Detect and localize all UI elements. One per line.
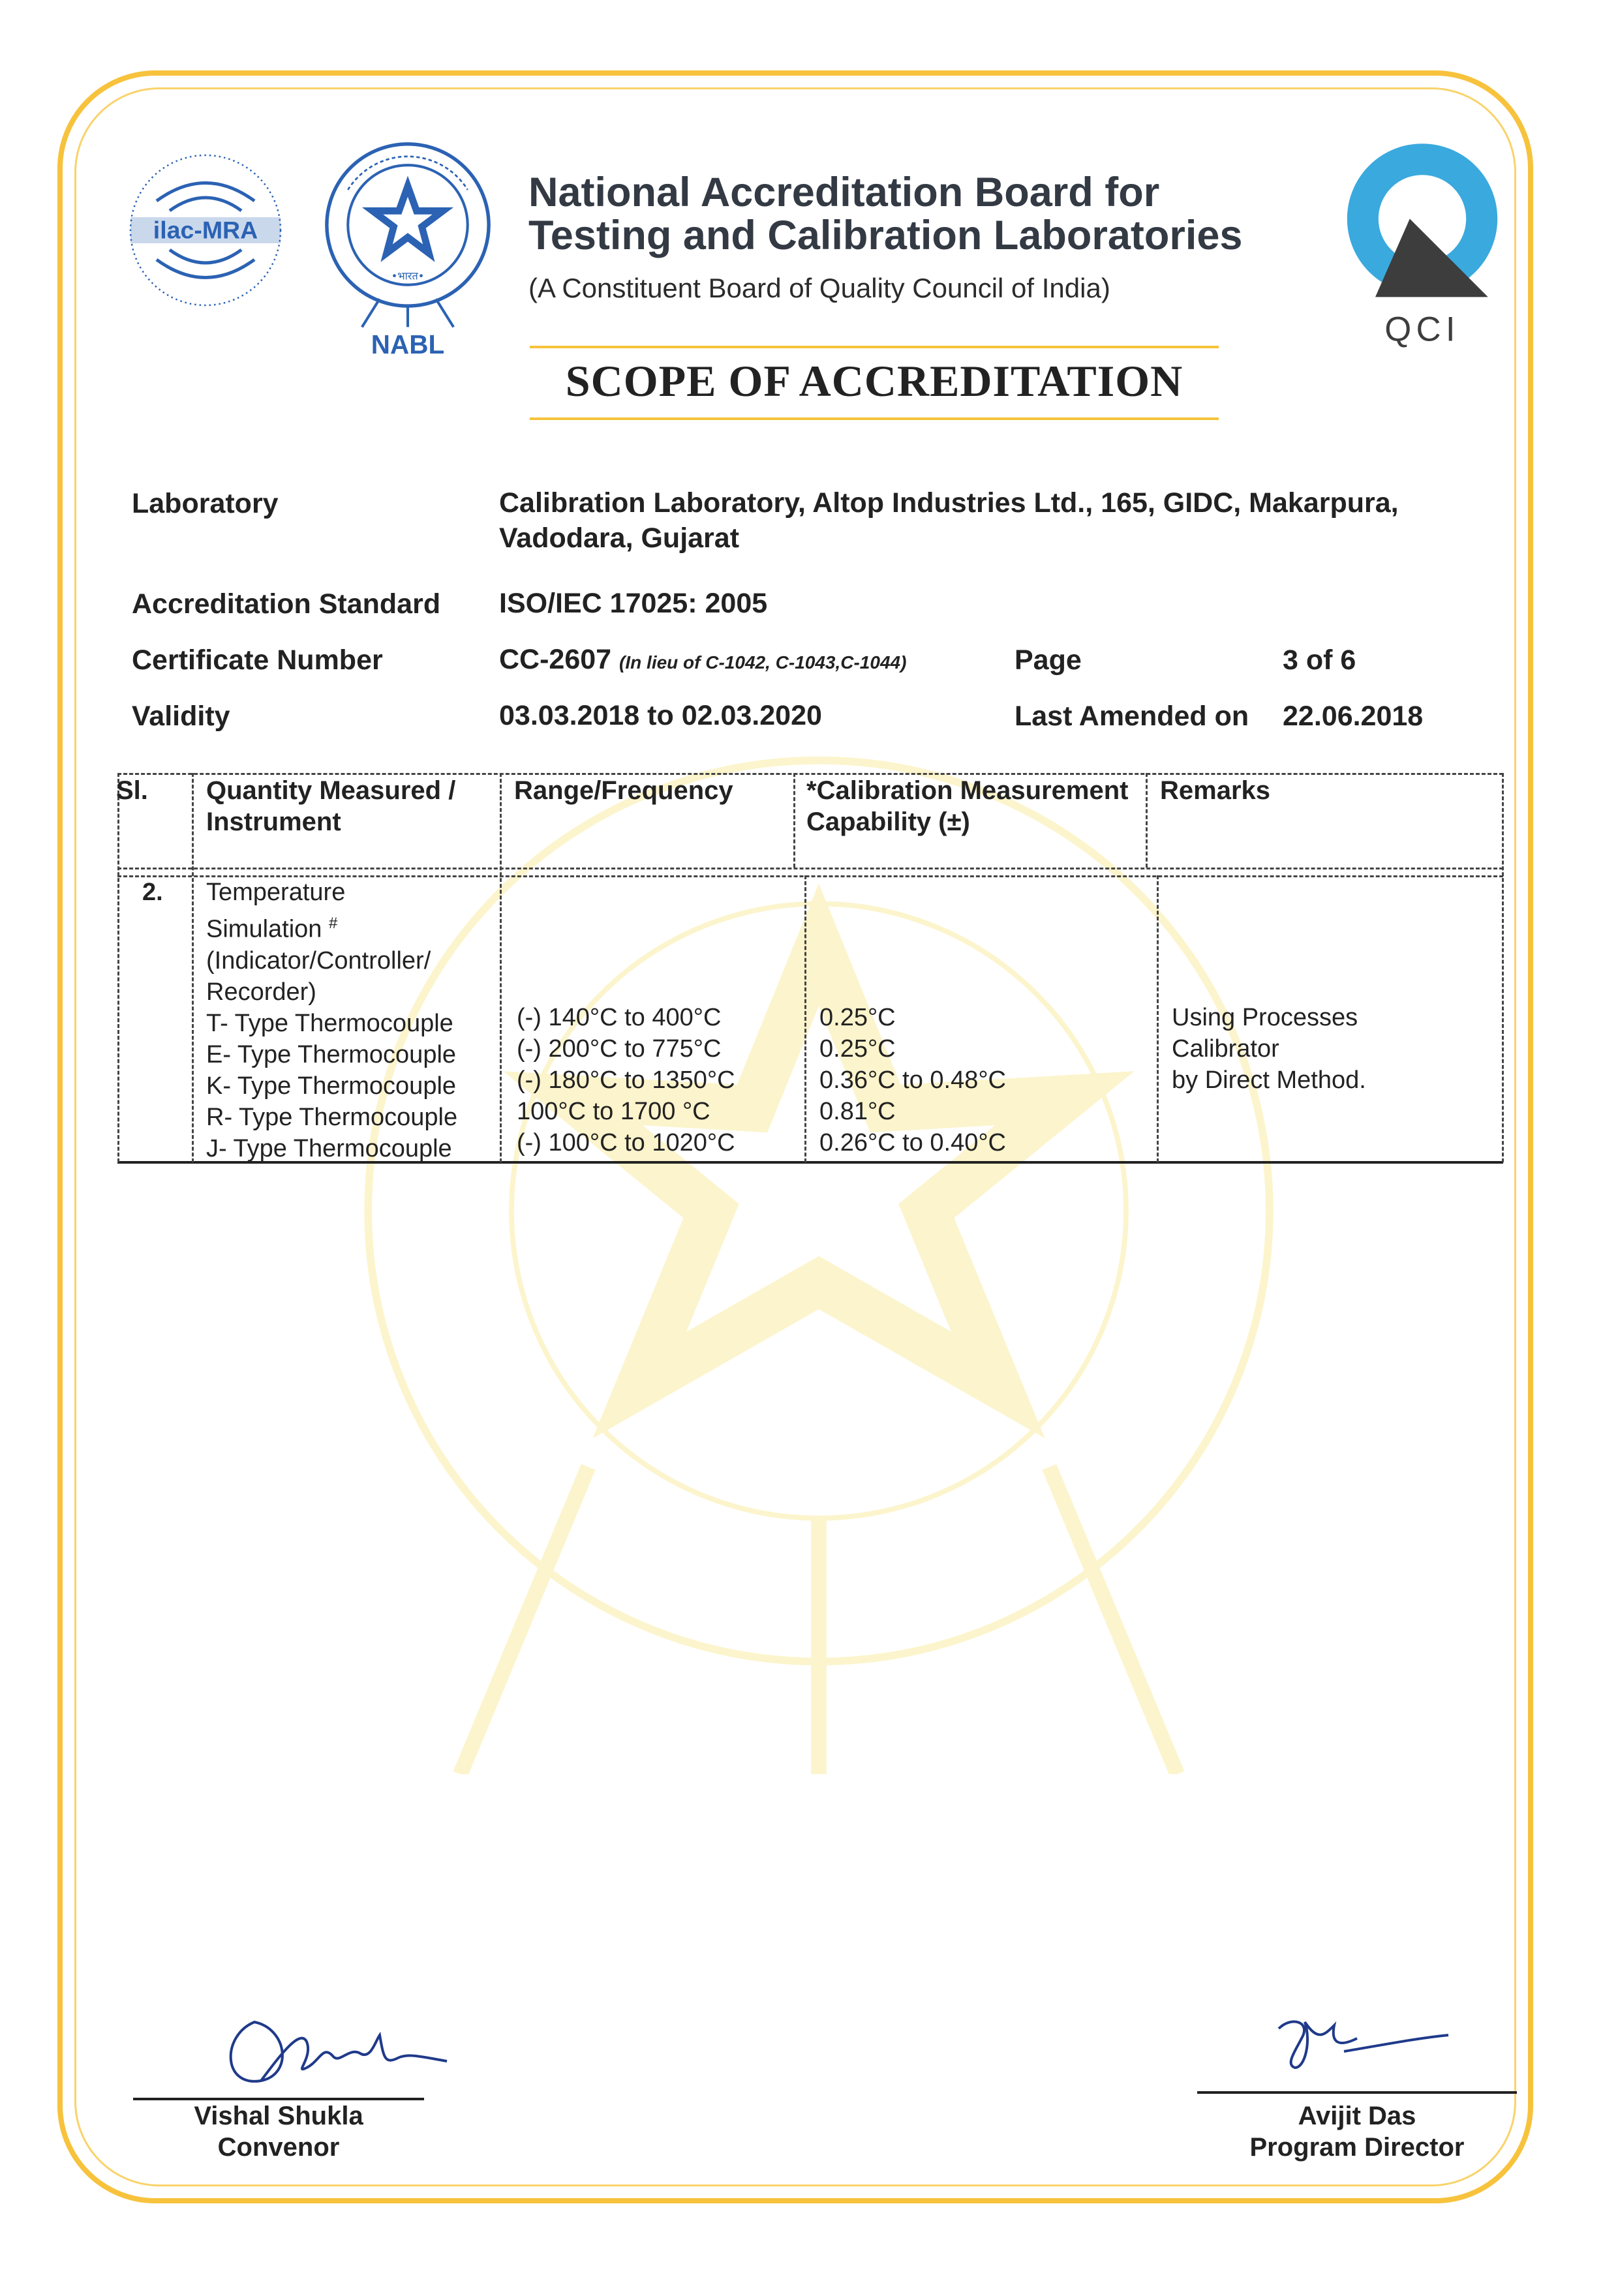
cmc-item: 0.81°C [819,1098,896,1125]
remarks-line: by Direct Method. [1172,1066,1366,1094]
certificate-note: (In lieu of C-1042, C-1043,C-1044) [619,652,907,672]
validity-label: Validity [132,701,230,732]
quantity-line: Temperature [206,879,346,906]
cmc-item: 0.26°C to 0.40°C [819,1129,1007,1156]
laboratory-value-line2: Vadodara, Gujarat [499,522,740,554]
header-quantity [206,775,455,838]
validity-value: 03.03.2018 to 02.03.2020 [499,700,822,731]
qci-logo [1344,140,1501,349]
header-range: Range/Frequency [514,776,733,805]
organization-title-line1: National Accreditation Board for [528,170,1160,215]
table-col-line [1146,773,1148,868]
cmc-item: 0.25°C [819,1035,896,1063]
organization-title [528,171,1242,257]
remarks-line: Using Processes [1172,1004,1358,1031]
quantity-line: (Indicator/Controller/ [206,946,431,974]
nabl-logo [320,137,496,359]
header-quantity-line2: Instrument [206,808,341,836]
title-rule-bottom [530,417,1219,420]
laboratory-value [499,485,1399,556]
table-col-line [804,875,806,1162]
instrument-item: R- Type Thermocouple [206,1103,458,1131]
header-quantity-line1: Quantity Measured / [206,776,456,805]
row-cmc [819,1002,1006,1158]
header-cmc-line1: *Calibration Measurement [806,776,1129,805]
quantity-line: Recorder) [206,978,316,1006]
quantity-line-text: Simulation [206,915,322,943]
instrument-item: K- Type Thermocouple [206,1072,457,1100]
quantity-line [206,908,457,945]
instrument-item: T- Type Thermocouple [206,1009,453,1037]
table-col-line [1157,875,1159,1162]
header-cmc-line2: Capability (±) [806,808,970,836]
certificate-number: CC-2607 [499,644,612,675]
convenor-title: Convenor [217,2133,340,2162]
laboratory-value-line1: Calibration Laboratory, Altop Industries Ltd., 165, GIDC, Makarpura, [499,487,1399,519]
certificate-value [499,642,906,680]
organization-subtitle: (A Constituent Board of Quality Council of India) [528,273,1110,303]
instrument-item: J- Type Thermocouple [206,1134,452,1162]
ilac-mra-logo [124,149,287,312]
header-cmc [806,775,1128,838]
nabl-logo-text: NABL [371,329,445,359]
nabl-watermark-seal [307,750,1331,1774]
ilac-logo-text: ilac-MRA [153,216,258,244]
table-col-line [793,773,795,868]
range-item: (-) 180°C to 1350°C [517,1066,735,1094]
table-rule [117,868,1503,869]
laboratory-label: Laboratory [132,488,279,519]
title-rule-top [530,346,1219,348]
table-col-line [192,773,194,1162]
range-item: 100°C to 1700 °C [517,1098,710,1125]
qci-logo-text: QCI [1384,310,1460,349]
convenor-signature [209,1996,463,2100]
header-remarks: Remarks [1160,776,1271,805]
table-col-line [1502,773,1504,1162]
last-amended-value: 22.06.2018 [1283,701,1424,732]
row-ranges [517,1002,735,1158]
nabl-hindi-text: •भारत• [391,269,425,282]
row-quantity [206,877,457,1164]
director-signature-line [1197,2091,1517,2094]
page-label: Page [1015,644,1082,676]
row-sl-number: 2. [142,879,163,906]
header-sl: Sl. [116,776,148,805]
range-item: (-) 100°C to 1020°C [517,1129,735,1156]
row-remarks [1172,1002,1366,1096]
simulation-mark: # [328,914,338,932]
standard-value: ISO/IEC 17025: 2005 [499,588,768,619]
convenor-block [133,2100,424,2163]
cmc-item: 0.25°C [819,1004,896,1031]
table-col-line [117,773,119,1162]
standard-label: Accreditation Standard [132,588,441,620]
range-item: (-) 200°C to 775°C [517,1035,722,1063]
document-title: SCOPE OF ACCREDITATION [565,356,1183,406]
director-name: Avijit Das [1298,2102,1416,2130]
director-title: Program Director [1249,2133,1465,2162]
convenor-name: Vishal Shukla [194,2102,363,2130]
page-value: 3 of 6 [1283,644,1356,676]
director-signature [1266,2002,1455,2074]
instrument-item: E- Type Thermocouple [206,1040,457,1068]
remarks-line: Calibrator [1172,1035,1279,1063]
range-item: (-) 140°C to 400°C [517,1004,722,1031]
director-block [1197,2100,1517,2163]
cmc-item: 0.36°C to 0.48°C [819,1066,1007,1094]
organization-title-line2: Testing and Calibration Laboratories [528,213,1243,258]
table-col-line [500,773,502,1162]
certificate-label: Certificate Number [132,644,383,676]
last-amended-label: Last Amended on [1015,701,1249,732]
